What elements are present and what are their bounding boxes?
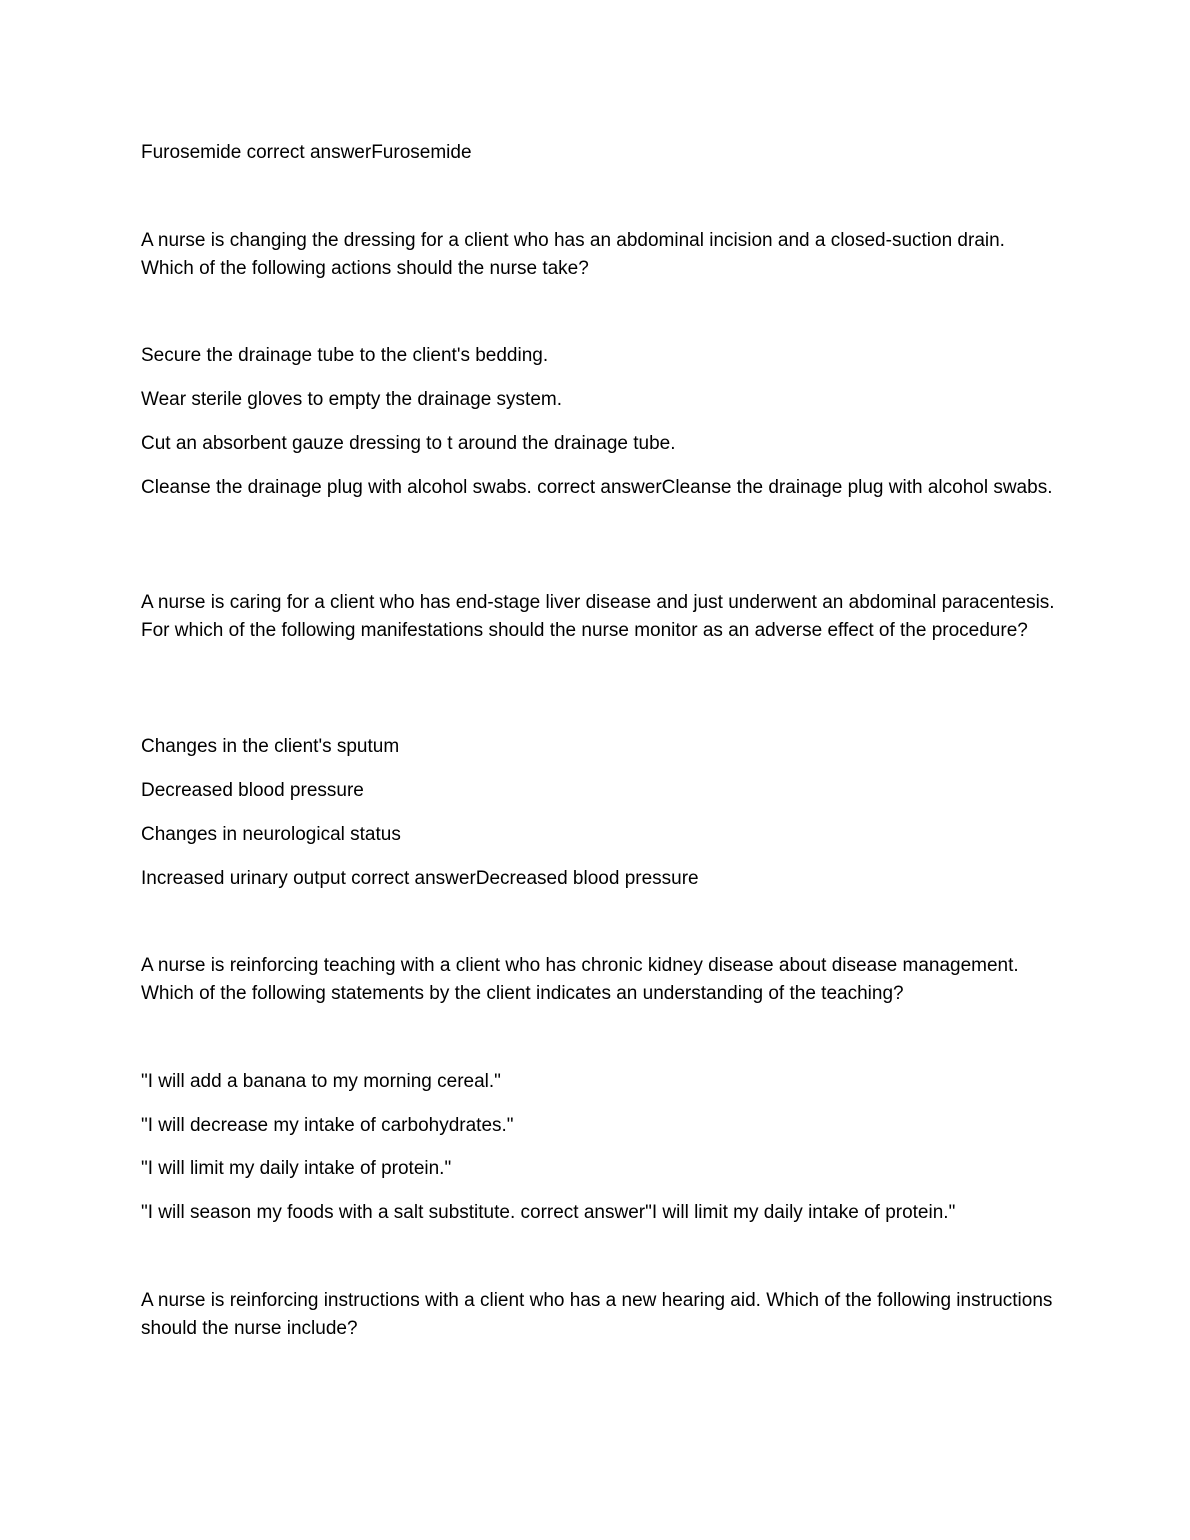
question-kidney-disease: A nurse is reinforcing teaching with a client who has chronic kidney disease about disease management. Which of the following statements by the client indicates an understanding of the teaching? (141, 955, 1019, 1004)
question-paracentesis: A nurse is caring for a client who has end-stage liver disease and just underwent an abdominal paracentesis. For which of the following manifestations should the nurse monitor as an adverse effect of the procedure? (141, 592, 1055, 641)
option-cleanse-plug-answer: Cleanse the drainage plug with alcohol swabs. correct answerCleanse the drainage plug with alcohol swabs. (141, 477, 1053, 498)
option-gauze-dressing: Cut an absorbent gauze dressing to t around the drainage tube. (141, 433, 676, 454)
option-urinary-answer: Increased urinary output correct answerDecreased blood pressure (141, 868, 699, 889)
option-salt-answer: "I will season my foods with a salt substitute. correct answer"I will limit my daily intake of protein." (141, 1202, 956, 1223)
question-dressing-change: A nurse is changing the dressing for a client who has an abdominal incision and a closed-suction drain. Which of the following actions should the nurse take? (141, 230, 1005, 279)
question-hearing-aid: A nurse is reinforcing instructions with a client who has a new hearing aid. Which of the following instructions should the nurse include? (141, 1290, 1053, 1339)
option-blood-pressure: Decreased blood pressure (141, 780, 364, 801)
option-banana: "I will add a banana to my morning cereal." (141, 1071, 501, 1092)
option-protein: "I will limit my daily intake of protein." (141, 1158, 452, 1179)
option-sputum: Changes in the client's sputum (141, 736, 400, 757)
answer-line-furosemide: Furosemide correct answerFurosemide (141, 142, 472, 163)
option-sterile-gloves: Wear sterile gloves to empty the drainage system. (141, 389, 563, 410)
option-carbohydrates: "I will decrease my intake of carbohydrates." (141, 1115, 514, 1136)
option-secure-tube: Secure the drainage tube to the client's bedding. (141, 345, 549, 366)
option-neurological: Changes in neurological status (141, 824, 401, 845)
